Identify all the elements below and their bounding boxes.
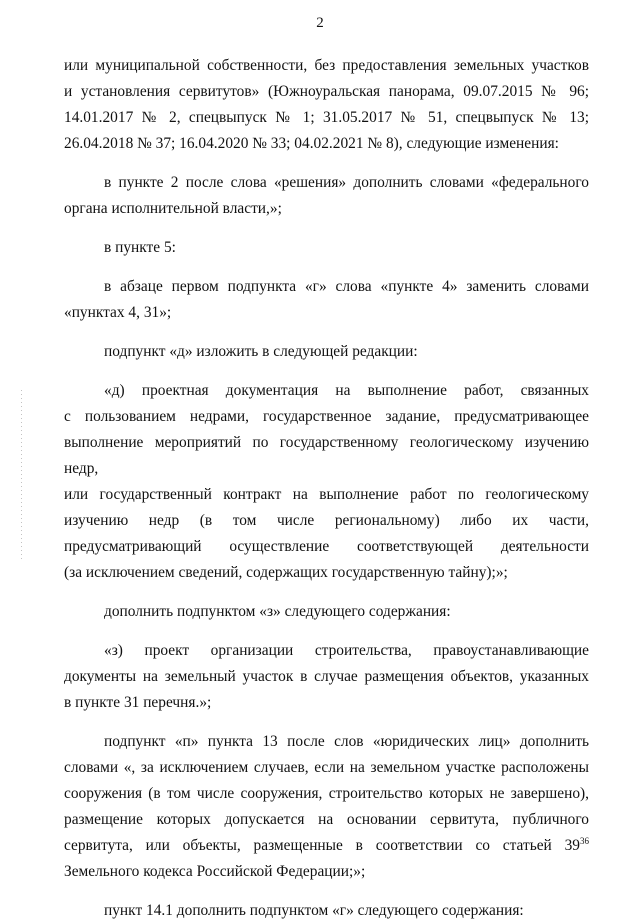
text-line: «д) проектная документация на выполнение работ, связанных — [104, 382, 589, 399]
paragraph-subitem-d-text — [64, 378, 589, 586]
paragraph-item-5 — [64, 235, 589, 261]
text-line-with-superscript — [64, 833, 589, 859]
text-line: органа исполнительной власти,»; — [64, 200, 282, 217]
page-number: 2 — [316, 15, 324, 31]
text-line: предусматривающий осуществление соответствующей деятельности — [64, 538, 589, 555]
paragraph-item-2 — [64, 170, 589, 222]
paragraph-subitem-z-intro — [64, 599, 589, 625]
text-line-body: сервитута, или объекты, размещенные в соответствии со статьей 39 — [64, 837, 580, 854]
text-line: «пунктах 4, 31»; — [64, 304, 172, 321]
superscript: 36 — [580, 836, 589, 846]
paragraph-subitem-z-text — [64, 638, 589, 716]
text-line: или муниципальной собственности, без предоставления земельных участков — [64, 57, 589, 74]
text-line: в абзаце первом подпункта «г» слова «пункте 4» заменить словами — [104, 278, 589, 295]
text-line: изучению недр (в том числе региональному) либо их части, — [64, 512, 589, 529]
text-line: Земельного кодекса Российской Федерации;»; — [64, 863, 366, 880]
scan-artifact — [21, 390, 22, 560]
text-line: подпункт «д» изложить в следующей редакции: — [104, 343, 418, 360]
text-line: документы на земельный участок в случае размещения объектов, указанных — [64, 668, 589, 685]
text-line: с пользованием недрами, государственное задание, предусматривающее — [64, 408, 589, 425]
text-line: 26.04.2018 № 37; 16.04.2020 № 33; 04.02.2021 № 8), следующие изменения: — [64, 135, 559, 152]
text-line: выполнение мероприятий по государственному геологическому изучению недр, — [64, 434, 589, 477]
text-line: подпункт «п» пункта 13 после слов «юридических лиц» дополнить — [104, 733, 589, 750]
text-line: в пункте 5: — [104, 239, 176, 256]
text-line: размещение которых допускается на основании сервитута, публичного — [64, 811, 589, 828]
text-line: 14.01.2017 № 2, спецвыпуск № 1; 31.05.2017 № 51, спецвыпуск № 13; — [64, 109, 589, 126]
text-line: в пункте 2 после слова «решения» дополнить словами «федерального — [104, 174, 589, 191]
paragraph-subitem-d-intro — [64, 339, 589, 365]
text-line: пункт 14.1 дополнить подпунктом «г» следующего содержания: — [104, 902, 524, 919]
text-line: (за исключением сведений, содержащих государственную тайну);»; — [64, 564, 508, 581]
text-line: или государственный контракт на выполнение работ по геологическому — [64, 486, 589, 503]
paragraph-continuation — [64, 53, 589, 157]
text-line: словами «, за исключением случаев, если на земельном участке расположены — [64, 759, 589, 776]
text-line: «з) проект организации строительства, правоустанавливающие — [104, 642, 589, 659]
paragraph-subitem-g — [64, 274, 589, 326]
paragraph-item-14-1 — [64, 898, 589, 924]
text-line: дополнить подпунктом «з» следующего содержания: — [104, 603, 451, 620]
paragraph-subitem-p — [64, 729, 589, 885]
text-line: сооружения (в том числе сооружения, строительство которых не завершено), — [64, 785, 589, 802]
text-line: и установления сервитутов» (Южноуральская панорама, 09.07.2015 № 96; — [64, 83, 589, 100]
document-body — [64, 53, 589, 924]
text-line: в пункте 31 перечня.»; — [64, 694, 212, 711]
